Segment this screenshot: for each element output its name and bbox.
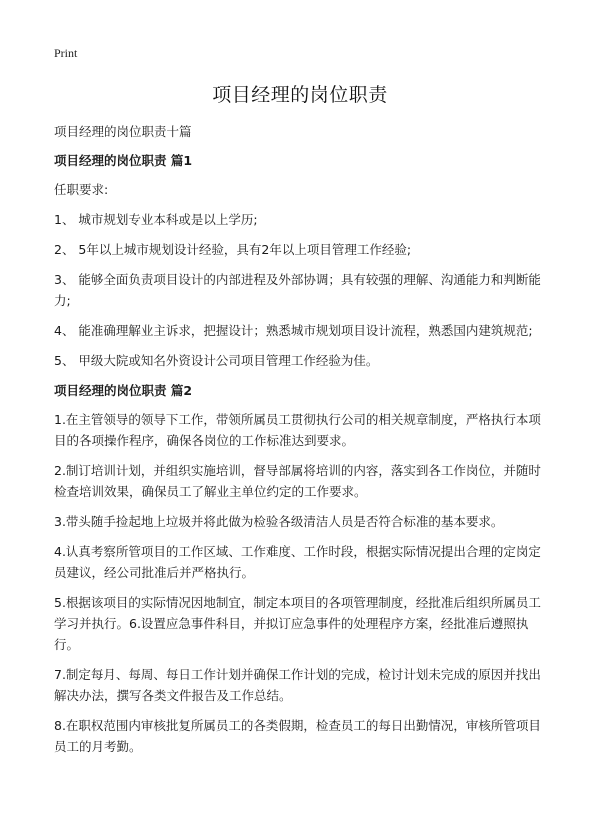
document-body <box>54 121 548 766</box>
paragraph: 4、 能准确理解业主诉求，把握设计；熟悉城市规划项目设计流程，熟悉国内建筑规范; <box>54 323 533 338</box>
paragraph: 5、 甲级大院或知名外资设计公司项目管理工作经验为佳。 <box>54 353 379 368</box>
paragraph: 3.带头随手捡起地上垃圾并将此做为检验各级清洁人员是否符合标准的基本要求。 <box>54 514 504 529</box>
page-title: 项目经理的岗位职责 <box>212 84 388 106</box>
paragraph: 2.制订培训计划，并组织实施培训，督导部属将培训的内容，落实到各工作岗位，并随时检查培训效果，确保员工了解业主单位约定的工作要求。 <box>54 463 541 499</box>
paragraph: 5.根据该项目的实际情况因地制宜，制定本项目的各项管理制度，经批准后组织所属员工学习并执行。6.设置应急事件科目，并拟订应急事件的处理程序方案，经批准后遵照执行。 <box>54 595 541 652</box>
paragraph: 4.认真考察所管项目的工作区域、工作难度、工作时段，根据实际情况提出合理的定岗定员建议，经公司批准后并严格执行。 <box>54 544 541 580</box>
print-label: Print <box>54 46 78 60</box>
section-1 <box>54 150 548 371</box>
section-heading: 项目经理的岗位职责 篇1 <box>54 153 193 168</box>
paragraph: 2、 5年以上城市规划设计经验，具有2年以上项目管理工作经验; <box>54 242 412 257</box>
paragraph: 3、 能够全面负责项目设计的内部进程及外部协调；具有较强的理解、沟通能力和判断能力; <box>54 272 541 308</box>
section-heading: 项目经理的岗位职责 篇2 <box>54 383 193 398</box>
paragraph: 1、 城市规划专业本科或是以上学历; <box>54 212 258 227</box>
paragraph: 8.在职权范围内审核批复所属员工的各类假期，检查员工的每日出勤情况，审核所管项目员工的月考勤。 <box>54 718 541 754</box>
section-2 <box>54 380 548 757</box>
paragraph: 7.制定每月、每周、每日工作计划并确保工作计划的完成，检讨计划未完成的原因并找出解决办法，撰写各类文件报告及工作总结。 <box>54 667 541 703</box>
paragraph: 任职要求: <box>54 182 109 197</box>
document-subtitle: 项目经理的岗位职责十篇 <box>54 124 192 139</box>
paragraph: 1.在主管领导的领导下工作，带领所属员工贯彻执行公司的相关规章制度，严格执行本项目的各项操作程序，确保各岗位的工作标准达到要求。 <box>54 412 541 448</box>
